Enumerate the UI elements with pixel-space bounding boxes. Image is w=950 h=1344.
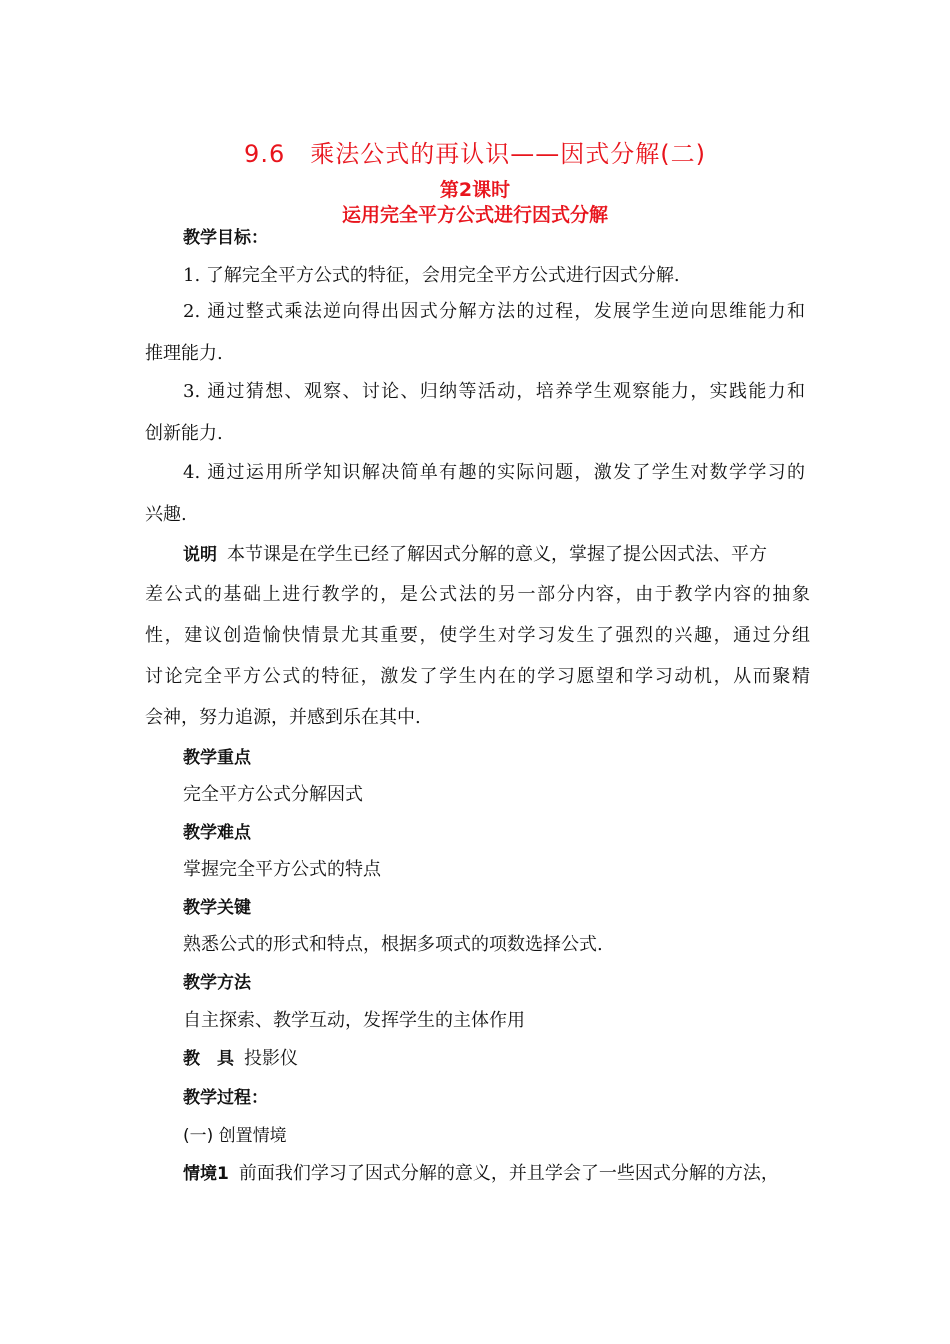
scenario-text: 前面我们学习了因式分解的意义，并且学会了一些因式分解的方法， (238, 1163, 779, 1184)
key-heading: 教学关键 (183, 898, 251, 918)
method-heading: 教学方法 (183, 973, 251, 993)
scenario-label: 情境1 (183, 1164, 229, 1184)
tools-heading: 教 具 (183, 1049, 234, 1069)
tools-text: 投影仪 (244, 1048, 298, 1069)
explanation-line-3: 性，建议创造愉快情景尤其重要，使学生对学习发生了强烈的兴趣，通过分组 (145, 625, 810, 646)
lesson-number: 第2课时 (439, 179, 511, 201)
objective-1: 1. 了解完全平方公式的特征，会用完全平方公式进行因式分解. (183, 265, 680, 286)
key-text: 熟悉公式的形式和特点，根据多项式的项数选择公式. (183, 934, 603, 955)
explanation-line-1 (183, 542, 808, 568)
objective-4-line-1: 4. 通过运用所学知识解决简单有趣的实际问题，激发了学生对数学学习的 (183, 462, 805, 483)
objective-2-line-1: 2. 通过整式乘法逆向得出因式分解方法的过程，发展学生逆向思维能力和 (183, 301, 805, 322)
objective-3-line-1: 3. 通过猜想、观察、讨论、归纳等活动，培养学生观察能力，实践能力和 (183, 381, 805, 402)
explanation-label: 说明 (183, 545, 217, 565)
objectives-heading: 教学目标： (183, 228, 268, 248)
scenario-line (183, 1161, 813, 1187)
objective-3-line-2: 创新能力. (145, 423, 223, 444)
key-point-text: 完全平方公式分解因式 (183, 784, 363, 805)
tools-line (183, 1046, 848, 1072)
explanation-line-4: 讨论完全平方公式的特征，激发了学生内在的学习愿望和学习动机，从而聚精 (145, 666, 810, 687)
objective-4-line-2: 兴趣. (145, 504, 187, 525)
difficulty-text: 掌握完全平方公式的特点 (183, 859, 381, 880)
method-text: 自主探索、教学互动，发挥学生的主体作用 (183, 1010, 525, 1031)
process-section-1: (一) 创置情境 (183, 1126, 287, 1146)
lesson-subtitle: 运用完全平方公式进行因式分解 (341, 204, 608, 226)
difficulty-heading: 教学难点 (183, 823, 251, 843)
objective-2-line-2: 推理能力. (145, 343, 223, 364)
explanation-text-1: 本节课是在学生已经了解因式分解的意义，掌握了提公因式法、平方 (227, 544, 767, 565)
key-point-heading: 教学重点 (183, 748, 251, 768)
explanation-line-2: 差公式的基础上进行教学的，是公式法的另一部分内容，由于教学内容的抽象 (145, 584, 810, 605)
explanation-line-5: 会神，努力追源，并感到乐在其中. (145, 707, 421, 728)
document-title: 9.6 乘法公式的再认识——因式分解(二) (244, 140, 706, 168)
process-heading: 教学过程： (183, 1088, 268, 1108)
